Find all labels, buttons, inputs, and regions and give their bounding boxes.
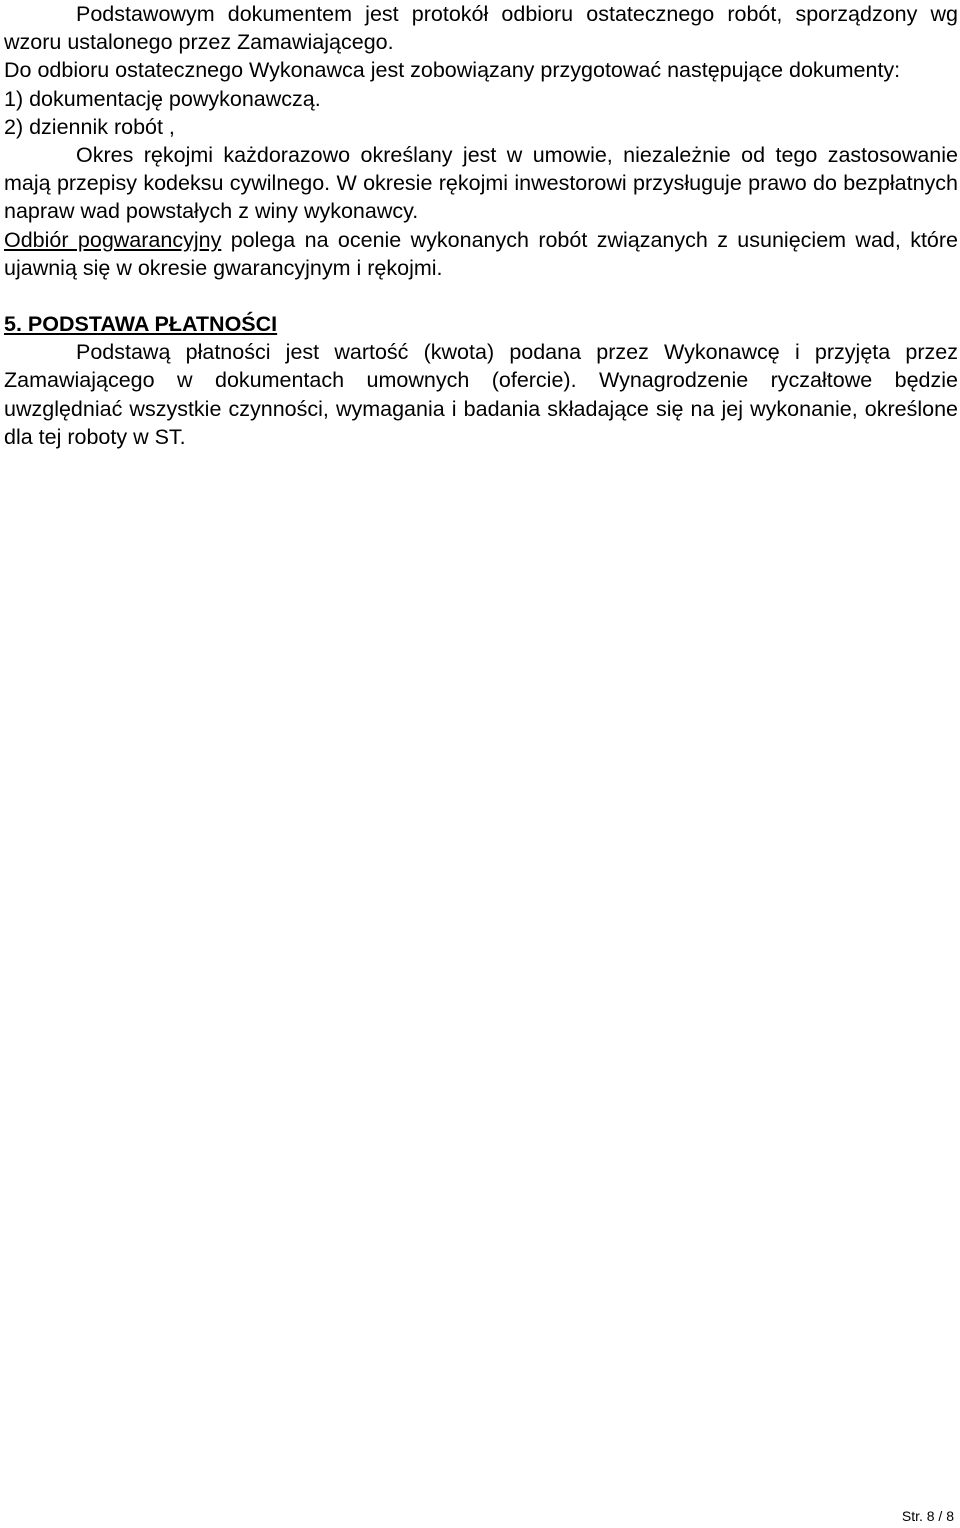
spacer <box>4 282 958 310</box>
post-warranty-description: polega na ocenie wykonanych robót związanych z usunięciem wad, które ujawnią się w okresie gwarancyjnym i rękojmi. <box>4 227 959 280</box>
list-item-as-built-documentation: 1) dokumentację powykonawczą. <box>4 86 321 111</box>
post-warranty-term: Odbiór pogwarancyjny <box>4 227 222 252</box>
list-item-work-log: 2) dziennik robót , <box>4 114 175 139</box>
paragraph-payment-basis: Podstawą płatności jest wartość (kwota) podana przez Wykonawcę i przyjęta przez Zamawiającego w dokumentach umownych (ofercie). Wynagrodzenie ryczałtowe będzie uwzględniać wszystkie czynności, wymagania i badania składające się na jej wykonanie, określone dla tej roboty w ST. <box>4 340 958 449</box>
paragraph-post-warranty-acceptance <box>4 226 958 282</box>
section-heading-payment-basis: 5. PODSTAWA PŁATNOŚCI <box>4 312 278 337</box>
paragraph-final-acceptance-protocol: Podstawowym dokumentem jest protokół odbioru ostatecznego robót, sporządzony wg wzoru ustalonego przez Zamawiającego. <box>4 2 958 55</box>
document-page <box>4 0 958 451</box>
paragraph-warranty-period: Okres rękojmi każdorazowo określany jest w umowie, niezależnie od tego zastosowanie mają przepisy kodeksu cywilnego. W okresie rękojmi inwestorowi przysługuje prawo do bezpłatnych napraw wad powstałych z winy wykonawcy. <box>4 143 958 224</box>
page-number: Str. 8 / 8 <box>901 1508 954 1524</box>
paragraph-required-documents: Do odbioru ostatecznego Wykonawca jest zobowiązany przygotować następujące dokumenty: <box>4 58 901 83</box>
